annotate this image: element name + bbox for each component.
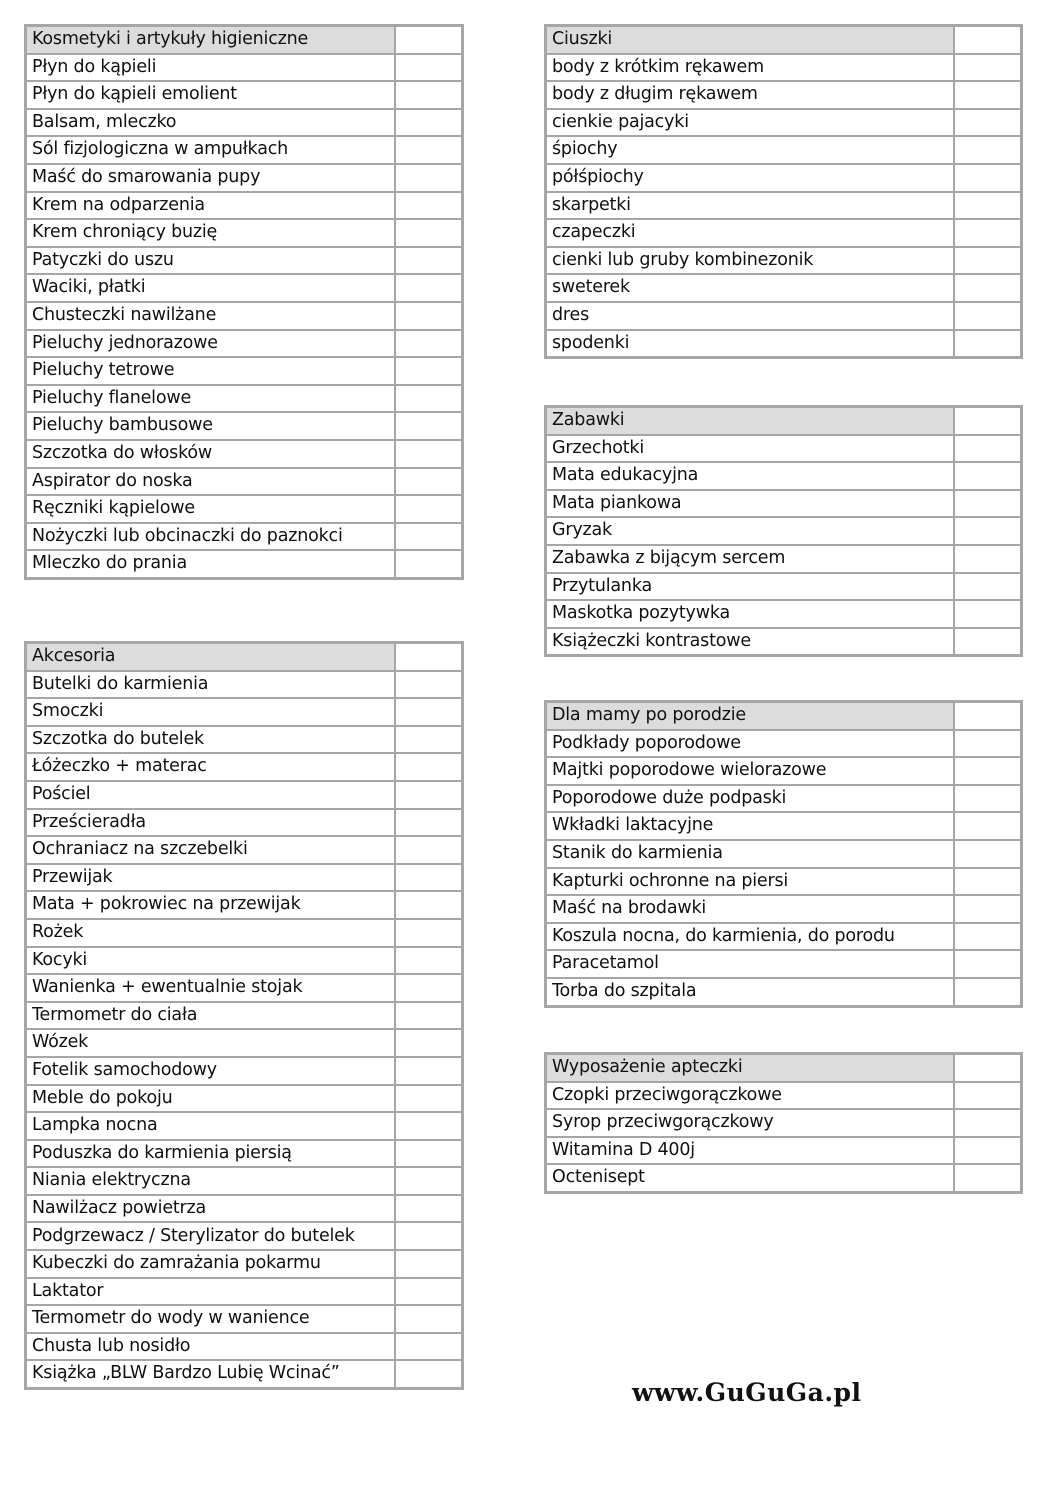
item-label: Wkładki laktacyjne [546, 812, 954, 840]
item-checkbox[interactable] [954, 1109, 1022, 1137]
item-checkbox[interactable] [395, 81, 463, 109]
item-checkbox[interactable] [395, 1278, 463, 1306]
checklist-row [546, 785, 1022, 813]
checklist-row [26, 136, 463, 164]
item-label: Płyn do kąpieli [26, 54, 395, 82]
checklist-row [546, 923, 1022, 951]
checklist-row [546, 81, 1022, 109]
checklist-row [26, 726, 463, 754]
checklist-row [546, 517, 1022, 545]
checklist-row [546, 219, 1022, 247]
item-checkbox[interactable] [395, 1167, 463, 1195]
checklist-row [26, 671, 463, 699]
item-checkbox[interactable] [395, 440, 463, 468]
item-checkbox[interactable] [954, 600, 1022, 628]
item-checkbox[interactable] [395, 1333, 463, 1361]
item-checkbox[interactable] [395, 1085, 463, 1113]
item-label: Pościel [26, 781, 395, 809]
checklist-row [26, 947, 463, 975]
checklist-row [26, 412, 463, 440]
item-checkbox[interactable] [395, 495, 463, 523]
item-checkbox[interactable] [954, 573, 1022, 601]
section-header-row [26, 643, 463, 671]
item-checkbox[interactable] [395, 109, 463, 137]
item-label: Termometr do wody w wanience [26, 1305, 395, 1333]
item-label: Przytulanka [546, 573, 954, 601]
item-label: Książeczki kontrastowe [546, 628, 954, 656]
item-label: Książka „BLW Bardzo Lubię Wcinać” [26, 1360, 395, 1388]
item-checkbox[interactable] [954, 1137, 1022, 1165]
checklist-row [26, 809, 463, 837]
item-label: Ochraniacz na szczebelki [26, 836, 395, 864]
item-checkbox[interactable] [954, 517, 1022, 545]
checklist-row [546, 895, 1022, 923]
item-checkbox[interactable] [395, 891, 463, 919]
checklist-row [26, 330, 463, 358]
section-header-row [546, 26, 1022, 54]
item-checkbox[interactable] [954, 1082, 1022, 1110]
checklist-row [26, 864, 463, 892]
checklist-row [26, 523, 463, 551]
checklist-row [26, 781, 463, 809]
item-label: Ręczniki kąpielowe [26, 495, 395, 523]
website-logo: www.GuGuGa.pl [632, 1378, 862, 1407]
checklist-row [546, 1164, 1022, 1192]
item-label: Poduszka do karmienia piersią [26, 1140, 395, 1168]
checklist-row [26, 698, 463, 726]
item-checkbox[interactable] [954, 462, 1022, 490]
item-label: Grzechotki [546, 435, 954, 463]
checklist-row [26, 753, 463, 781]
item-label: Zabawka z bijącym sercem [546, 545, 954, 573]
checklist-row [26, 1333, 463, 1361]
item-checkbox[interactable] [954, 978, 1022, 1006]
item-label: Mata piankowa [546, 490, 954, 518]
item-label: Torba do szpitala [546, 978, 954, 1006]
checklist-row [26, 1278, 463, 1306]
checklist-row [546, 628, 1022, 656]
checklist-row [26, 1222, 463, 1250]
item-checkbox[interactable] [395, 468, 463, 496]
section-header-checkbox[interactable] [954, 702, 1022, 730]
item-label: Maść do smarowania pupy [26, 164, 395, 192]
item-checkbox[interactable] [954, 109, 1022, 137]
checklist-row [546, 1109, 1022, 1137]
section-title: Kosmetyki i artykuły higieniczne [26, 26, 395, 54]
item-label: Kocyki [26, 947, 395, 975]
checklist-row [546, 1082, 1022, 1110]
item-checkbox[interactable] [954, 330, 1022, 358]
checklist-row [546, 54, 1022, 82]
item-label: Wanienka + ewentualnie stojak [26, 974, 395, 1002]
item-label: Patyczki do uszu [26, 247, 395, 275]
checklist-row [26, 836, 463, 864]
checklist-row [26, 440, 463, 468]
checklist-row [546, 462, 1022, 490]
item-checkbox[interactable] [954, 545, 1022, 573]
item-label: Mata edukacyjna [546, 462, 954, 490]
checklist-row [546, 490, 1022, 518]
checklist-row [546, 136, 1022, 164]
checklist-row [26, 919, 463, 947]
checklist-row [546, 274, 1022, 302]
table-ciuszki [544, 24, 1023, 359]
item-label: Balsam, mleczko [26, 109, 395, 137]
item-label: Octenisept [546, 1164, 954, 1192]
item-checkbox[interactable] [395, 164, 463, 192]
item-label: Laktator [26, 1278, 395, 1306]
item-checkbox[interactable] [954, 757, 1022, 785]
item-label: półśpiochy [546, 164, 954, 192]
checklist-row [26, 385, 463, 413]
item-label: Czopki przeciwgorączkowe [546, 1082, 954, 1110]
item-checkbox[interactable] [395, 274, 463, 302]
item-checkbox[interactable] [954, 54, 1022, 82]
section-title: Dla mamy po porodzie [546, 702, 954, 730]
section-header-checkbox[interactable] [954, 407, 1022, 435]
item-label: czapeczki [546, 219, 954, 247]
table-zabawki [544, 405, 1023, 657]
item-checkbox[interactable] [395, 357, 463, 385]
item-label: Pieluchy bambusowe [26, 412, 395, 440]
item-label: body z krótkim rękawem [546, 54, 954, 82]
item-label: Pieluchy flanelowe [26, 385, 395, 413]
item-label: Gryzak [546, 517, 954, 545]
item-checkbox[interactable] [954, 785, 1022, 813]
checklist-row [26, 1250, 463, 1278]
item-label: Majtki poporodowe wielorazowe [546, 757, 954, 785]
item-checkbox[interactable] [954, 950, 1022, 978]
section-header-checkbox[interactable] [954, 26, 1022, 54]
item-checkbox[interactable] [395, 671, 463, 699]
checklist-row [26, 357, 463, 385]
item-checkbox[interactable] [395, 947, 463, 975]
checklist-row [26, 164, 463, 192]
item-label: Aspirator do noska [26, 468, 395, 496]
item-label: Rożek [26, 919, 395, 947]
checklist-row [26, 192, 463, 220]
section-header-row [546, 407, 1022, 435]
item-checkbox[interactable] [954, 1164, 1022, 1192]
item-checkbox[interactable] [954, 628, 1022, 656]
item-checkbox[interactable] [395, 302, 463, 330]
item-checkbox[interactable] [395, 1195, 463, 1223]
item-checkbox[interactable] [395, 726, 463, 754]
item-checkbox[interactable] [395, 864, 463, 892]
section-title: Ciuszki [546, 26, 954, 54]
table-apteczka [544, 1052, 1023, 1194]
item-label: Pieluchy jednorazowe [26, 330, 395, 358]
item-label: Maść na brodawki [546, 895, 954, 923]
item-checkbox[interactable] [395, 809, 463, 837]
item-checkbox[interactable] [395, 523, 463, 551]
item-label: Pieluchy tetrowe [26, 357, 395, 385]
item-checkbox[interactable] [395, 54, 463, 82]
item-label: Poporodowe duże podpaski [546, 785, 954, 813]
checklist-row [546, 840, 1022, 868]
item-label: dres [546, 302, 954, 330]
item-label: Waciki, płatki [26, 274, 395, 302]
item-checkbox[interactable] [395, 1305, 463, 1333]
item-label: Podgrzewacz / Sterylizator do butelek [26, 1222, 395, 1250]
item-label: Koszula nocna, do karmienia, do porodu [546, 923, 954, 951]
item-checkbox[interactable] [395, 247, 463, 275]
checklist-row [26, 1195, 463, 1223]
section-header-row [546, 702, 1022, 730]
item-checkbox[interactable] [395, 1140, 463, 1168]
checklist-row [546, 868, 1022, 896]
item-checkbox[interactable] [395, 219, 463, 247]
item-checkbox[interactable] [395, 698, 463, 726]
item-checkbox[interactable] [395, 1057, 463, 1085]
checklist-row [26, 1140, 463, 1168]
checklist-row [26, 247, 463, 275]
item-label: body z długim rękawem [546, 81, 954, 109]
checklist-row [26, 109, 463, 137]
checklist-row [26, 1002, 463, 1030]
section-title: Wyposażenie apteczki [546, 1054, 954, 1082]
checklist-row [26, 974, 463, 1002]
item-checkbox[interactable] [395, 781, 463, 809]
item-checkbox[interactable] [395, 412, 463, 440]
checklist-row [546, 545, 1022, 573]
checklist-row [26, 54, 463, 82]
item-checkbox[interactable] [954, 490, 1022, 518]
item-label: Nawilżacz powietrza [26, 1195, 395, 1223]
item-checkbox[interactable] [395, 1360, 463, 1388]
item-checkbox[interactable] [954, 136, 1022, 164]
item-checkbox[interactable] [954, 868, 1022, 896]
item-checkbox[interactable] [395, 919, 463, 947]
checklist-row [26, 274, 463, 302]
item-label: Syrop przeciwgorączkowy [546, 1109, 954, 1137]
item-checkbox[interactable] [395, 192, 463, 220]
checklist-row [26, 550, 463, 578]
item-label: Kapturki ochronne na piersi [546, 868, 954, 896]
checklist-row [26, 302, 463, 330]
item-checkbox[interactable] [954, 192, 1022, 220]
section-header-row [26, 26, 463, 54]
checklist-row [546, 247, 1022, 275]
item-label: Stanik do karmienia [546, 840, 954, 868]
item-checkbox[interactable] [954, 730, 1022, 758]
item-label: Butelki do karmienia [26, 671, 395, 699]
item-label: Krem chroniący buzię [26, 219, 395, 247]
item-label: Fotelik samochodowy [26, 1057, 395, 1085]
item-checkbox[interactable] [954, 840, 1022, 868]
item-label: Niania elektryczna [26, 1167, 395, 1195]
item-label: Witamina D 400j [546, 1137, 954, 1165]
checklist-row [26, 1305, 463, 1333]
checklist-row [546, 978, 1022, 1006]
checklist-row [546, 600, 1022, 628]
checklist-row [546, 573, 1022, 601]
item-checkbox[interactable] [954, 219, 1022, 247]
checklist-row [546, 192, 1022, 220]
item-label: cienkie pajacyki [546, 109, 954, 137]
checklist-row [546, 812, 1022, 840]
item-label: Szczotka do włosków [26, 440, 395, 468]
section-header-checkbox[interactable] [395, 26, 463, 54]
section-title: Akcesoria [26, 643, 395, 671]
item-label: Płyn do kąpieli emolient [26, 81, 395, 109]
item-label: Chusta lub nosidło [26, 1333, 395, 1361]
checklist-row [26, 219, 463, 247]
checklist-row [546, 109, 1022, 137]
item-label: Przewijak [26, 864, 395, 892]
checklist-row [26, 1085, 463, 1113]
item-checkbox[interactable] [954, 923, 1022, 951]
item-label: Maskotka pozytywka [546, 600, 954, 628]
item-label: Wózek [26, 1029, 395, 1057]
table-mama [544, 700, 1023, 1008]
checklist-row [546, 302, 1022, 330]
item-checkbox[interactable] [395, 753, 463, 781]
item-checkbox[interactable] [954, 81, 1022, 109]
item-checkbox[interactable] [395, 385, 463, 413]
checklist-row [546, 950, 1022, 978]
checklist-row [26, 1057, 463, 1085]
checklist-row [26, 468, 463, 496]
checklist-row [546, 330, 1022, 358]
checklist-row [26, 81, 463, 109]
item-label: Prześcieradła [26, 809, 395, 837]
checklist-row [26, 1112, 463, 1140]
checklist-row [26, 1167, 463, 1195]
item-checkbox[interactable] [954, 164, 1022, 192]
item-checkbox[interactable] [395, 330, 463, 358]
item-label: Podkłady poporodowe [546, 730, 954, 758]
item-label: Szczotka do butelek [26, 726, 395, 754]
item-label: Mleczko do prania [26, 550, 395, 578]
item-checkbox[interactable] [954, 895, 1022, 923]
item-checkbox[interactable] [395, 1222, 463, 1250]
item-checkbox[interactable] [954, 812, 1022, 840]
checklist-row [26, 891, 463, 919]
item-checkbox[interactable] [395, 836, 463, 864]
checklist-row [546, 1137, 1022, 1165]
section-title: Zabawki [546, 407, 954, 435]
item-checkbox[interactable] [954, 247, 1022, 275]
item-checkbox[interactable] [395, 974, 463, 1002]
section-header-checkbox[interactable] [395, 643, 463, 671]
item-label: spodenki [546, 330, 954, 358]
checklist-row [546, 730, 1022, 758]
table-kosmetyki [24, 24, 464, 580]
table-akcesoria [24, 641, 464, 1390]
item-label: Łóżeczko + materac [26, 753, 395, 781]
item-label: Meble do pokoju [26, 1085, 395, 1113]
checklist-row [546, 164, 1022, 192]
item-label: skarpetki [546, 192, 954, 220]
item-checkbox[interactable] [395, 1029, 463, 1057]
item-label: Termometr do ciała [26, 1002, 395, 1030]
item-checkbox[interactable] [954, 274, 1022, 302]
item-label: Chusteczki nawilżane [26, 302, 395, 330]
item-label: Krem na odparzenia [26, 192, 395, 220]
item-label: śpiochy [546, 136, 954, 164]
section-header-checkbox[interactable] [954, 1054, 1022, 1082]
item-checkbox[interactable] [395, 136, 463, 164]
item-label: Sól fizjologiczna w ampułkach [26, 136, 395, 164]
item-checkbox[interactable] [954, 435, 1022, 463]
item-checkbox[interactable] [395, 550, 463, 578]
item-label: cienki lub gruby kombinezonik [546, 247, 954, 275]
item-checkbox[interactable] [395, 1250, 463, 1278]
checklist-row [546, 757, 1022, 785]
checklist-row [26, 495, 463, 523]
checklist-row [546, 435, 1022, 463]
item-label: Mata + pokrowiec na przewijak [26, 891, 395, 919]
item-label: sweterek [546, 274, 954, 302]
item-label: Paracetamol [546, 950, 954, 978]
section-header-row [546, 1054, 1022, 1082]
item-checkbox[interactable] [954, 302, 1022, 330]
item-checkbox[interactable] [395, 1112, 463, 1140]
item-label: Kubeczki do zamrażania pokarmu [26, 1250, 395, 1278]
item-label: Nożyczki lub obcinaczki do paznokci [26, 523, 395, 551]
checklist-row [26, 1360, 463, 1388]
item-checkbox[interactable] [395, 1002, 463, 1030]
item-label: Lampka nocna [26, 1112, 395, 1140]
checklist-row [26, 1029, 463, 1057]
item-label: Smoczki [26, 698, 395, 726]
